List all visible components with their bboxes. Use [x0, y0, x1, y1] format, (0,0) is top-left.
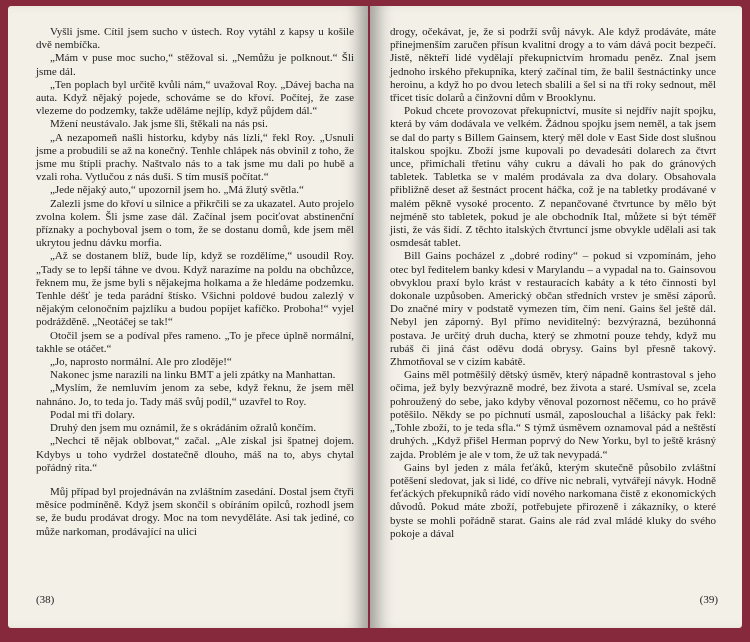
paragraph: „Mám v puse moc sucho,“ stěžoval si. „Nemůžu je polknout.“ Šli jsme dál. — [36, 52, 354, 78]
paragraph: Vyšli jsme. Cítil jsem sucho v ústech. Roy vytáhl z kapsy u košile dvě nembíčka. — [36, 26, 354, 52]
paragraph: „A nezapomeň našli historku, kdyby nás lízli,“ řekl Roy. „Usnuli jsme a probudili se až na konečný. Tenhle chlápek nás obvinil z toho, že jsme mu štípli prachy. Naštvalo nás to a tak jsme mu dali po hubě a vzali roha. Vytlučou z nás duši. S tím musíš počítat.“ — [36, 131, 354, 184]
paragraph: Gains byl jeden z mála feťáků, kterým skutečně působilo zvláštní potěšení sledovat, jak si lidé, co dříve nic nebrali, vytvářejí návyk. Hodně feťáckých překupníků rádo vidí nového narkomana čistě z ekonomických důvodů. Pokud máte zboží, potřebujete přirozeně i zákazníky, o které byste se mohli pořádně starat. Gains ale rád zval mládé kluky do svého pokoje a dával — [390, 461, 716, 540]
paragraph: Mžení neustávalo. Jak jsme šli, štěkali na nás psi. — [50, 118, 268, 131]
paragraph: „Jede nějaký auto,“ upozornil jsem ho. „Má žlutý světla.“ — [50, 184, 304, 197]
paragraph: Můj případ byl projednáván na zvláštním zasedání. Dostal jsem čtyři měsíce podmíněně. Když jsem skončil s obíráním opilců, rozhodl jsem se, že budu prodávat drogy. Moc na tom nevyděláte. Asi tak jediné, co může narkoman, prodávající na ulici — [36, 485, 354, 538]
paragraph: „Jo, naprosto normální. Ale pro zloděje!“ — [50, 356, 232, 369]
paragraph: „Nechci tě nějak oblbovat,“ začal. „Ale získal jsi špatnej dojem. Kdybys u toho vydržel dostatečně dlouho, máš na to, abys chytal pořádný rita.“ — [36, 435, 354, 474]
paragraph: Bill Gains pocházel z „dobré rodiny“ – pokud si vzpomínám, jeho otec byl ředitelem banky kdesi v Marylandu – a vypadal na to. Gainsovou obvyklou praxí bylo krást v restauracích kabáty a k této činnosti byl dokonale uzpůsoben. Americký občan středních vrstev je směsí záporů. Do značné míry v podstatě vymezen tím, čím není. Gains šel ještě dál. Nebyl jen záporný. Byl přímo neviditelný: bezvýrazná, bezúhonná postava. Je určitý druh ducha, který se zhmotní pouze tehdy, když mu rubáš či jiná část oděvu dodá obrysy. Gains byl přesně takový. Zhmotňoval se v cizím kabátě. — [390, 250, 716, 369]
paragraph: „Ten poplach byl určitě kvůli nám,“ uvažoval Roy. „Dávej bacha na auta. Když nějaký pojede, schováme se do křoví. Počítej, že zase vlezeme do podzemky, takže uděláme nejlíp, když půjdem dál.“ — [36, 78, 354, 118]
right-page — [370, 6, 742, 628]
right-page-text — [390, 26, 716, 541]
left-page-text — [36, 26, 354, 539]
paragraph: drogy, očekávat, je, že si podrží svůj návyk. Ale když prodáváte, máte přinejmenším zaručen přísun kvalitní drogy a to vám dává pocit bezpečí. Jistě, někteří lidé vydělají překupnictvím hromadu peněz. Znal jsem jednoho irského překupníka, který začínal tím, že balil šestnáctinky unce heroinu, a když ho po dvou letech sbalili a šel si na tři roky sednout, měl třicet tisíc dolarů a činžovní dům v Brooklynu. — [390, 26, 716, 105]
paragraph: Nakonec jsme narazili na linku BMT a jeli zpátky na Manhattan. — [50, 369, 336, 382]
paragraph: „Až se dostanem blíž, bude líp, když se rozdělíme,“ usoudil Roy. „Tady se to lepší táhne ve dvou. Když narazíme na poldu na obchůzce, řeknem mu, že jsme byli s nějakejma holkama a že hledáme podzemku. Tenhle déšť je teda parádní štísko. Všichni poldové budou zalezlý v nějakým celonočním pajzlíku a budou popíjet kafíčko. Proboha!“ vyjel podrážděně. „Neotáčej se tak!“ — [36, 250, 354, 329]
left-page — [8, 6, 368, 628]
paragraph: Druhý den jsem mu oznámil, že s okrádáním ožralů končím. — [50, 422, 317, 435]
paragraph: „Myslím, že nemluvím jenom za sebe, když řeknu, že jsem měl nahnáno. Jo, to teda jo. Tady máš svůj podíl,“ uzavřel to Roy. — [36, 382, 354, 408]
right-page-number: (39) — [699, 594, 718, 606]
left-page-number: (38) — [36, 594, 55, 606]
paragraph: Pokud chcete provozovat překupnictví, musíte si nejdřív najít spojku, která by vám dodávala ve velkém. Žádnou spojku jsem neměl, a tak jsem se dal do party s Billem Gainsem, který měl dole v East Side dost slušnou italskou spojku. Zboží jsme kupovali po devadesáti dolarech za čtvrt unce, přimíchali třetinu váhy cukru a dávali ho pak do gránových tabletek. Tabletka se v malém prodávala za dva dolary. Obsahovala přibližně deset až šestnáct procent háčka, což je na tabletky prodávané v malém pěkně vysoké procento. Z nepančované čtvrtunce by mělo být nejméně sto tabletek, pokud je ale obchodník Ital, můžete si být téměř jisti, že vás šidí. Z těchto italských čtvrtuncí jsme obvykle udělali asi tak osmdesát tablet. — [390, 105, 716, 250]
paragraph: Gains měl potměšilý dětský úsměv, který nápadně kontrastoval s jeho očima, jež byly bezvýrazně modré, bez života a staré. Usmíval se, zcela pohroužený do sebe, jako kdyby věnoval pozornost něčemu, co ho právě potěšilo. Někdy se po píchnutí usmál, zaposlouchal a lišácky pak řekl: „Tohle zboží, to je teda sfla.“ S týmž úsměvem oznamoval pád a neštěstí druhých. „Když přišel Herman poprvý do New Yorku, byl to ještě krásný zajda. Problém je ale v tom, že už tak nevypadá.“ — [390, 369, 716, 461]
paragraph: Zalezli jsme do křoví u silnice a přikrčili se za ukazatel. Auto projelo zvolna kolem. Šli jsme zase dál. Začínal jsem pociťovat abstinenční příznaky a pochyboval jsem o tom, že se dostanu domů, kde jsem měl ukrytou jednu dávku morfia. — [36, 197, 354, 250]
paragraph: Podal mi tři dolary. — [50, 408, 135, 421]
paragraph: Otočil jsem se a podíval přes rameno. „To je přece úplně normální, takhle se otáčet.“ — [36, 329, 354, 355]
